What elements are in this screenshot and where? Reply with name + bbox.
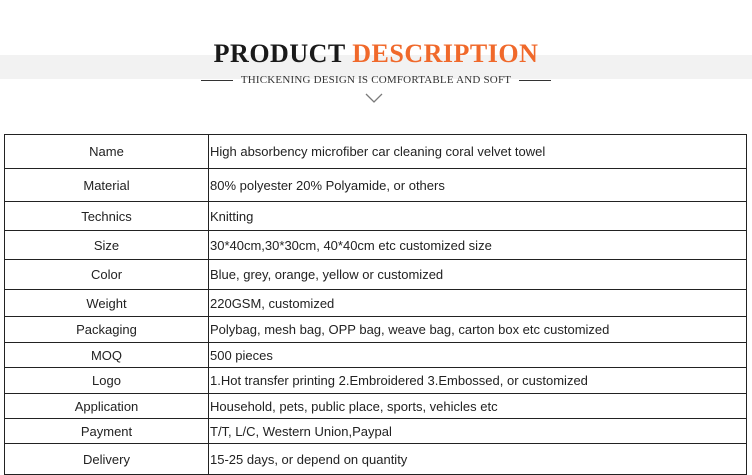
table-row — [5, 394, 747, 419]
spec-value: High absorbency microfiber car cleaning coral velvet towel — [209, 135, 747, 169]
spec-label: Payment — [5, 419, 209, 444]
spec-value: 80% polyester 20% Polyamide, or others — [209, 169, 747, 202]
subtitle-divider-left — [201, 80, 233, 81]
spec-label: Size — [5, 231, 209, 260]
table-row — [5, 290, 747, 317]
subtitle-row — [0, 72, 752, 88]
spec-label: Application — [5, 394, 209, 419]
table-row — [5, 419, 747, 444]
table-row — [5, 231, 747, 260]
table-row — [5, 135, 747, 169]
table-row — [5, 444, 747, 475]
table-row — [5, 368, 747, 394]
title-part-product: PRODUCT — [213, 39, 346, 68]
spec-label: Technics — [5, 202, 209, 231]
spec-value: 500 pieces — [209, 343, 747, 368]
table-row — [5, 202, 747, 231]
chevron-down-icon — [364, 92, 384, 104]
spec-label: Color — [5, 260, 209, 290]
page-title — [0, 38, 752, 70]
spec-label: Logo — [5, 368, 209, 394]
spec-value: 15-25 days, or depend on quantity — [209, 444, 747, 475]
spec-label: Weight — [5, 290, 209, 317]
spec-value: Blue, grey, orange, yellow or customized — [209, 260, 747, 290]
spec-value: Polybag, mesh bag, OPP bag, weave bag, carton box etc customized — [209, 317, 747, 343]
title-part-description: DESCRIPTION — [352, 39, 539, 68]
spec-label: Delivery — [5, 444, 209, 475]
table-row — [5, 260, 747, 290]
spec-label: Material — [5, 169, 209, 202]
spec-value: 1.Hot transfer printing 2.Embroidered 3.Embossed, or customized — [209, 368, 747, 394]
subtitle: THICKENING DESIGN IS COMFORTABLE AND SOFT — [240, 74, 512, 86]
spec-label: Name — [5, 135, 209, 169]
spec-label: Packaging — [5, 317, 209, 343]
spec-value: 220GSM, customized — [209, 290, 747, 317]
table-row — [5, 317, 747, 343]
spec-table — [4, 134, 747, 475]
table-row — [5, 343, 747, 368]
table-row — [5, 169, 747, 202]
subtitle-divider-right — [519, 80, 551, 81]
spec-value: Knitting — [209, 202, 747, 231]
spec-label: MOQ — [5, 343, 209, 368]
spec-value: 30*40cm,30*30cm, 40*40cm etc customized size — [209, 231, 747, 260]
spec-value: Household, pets, public place, sports, vehicles etc — [209, 394, 747, 419]
spec-value: T/T, L/C, Western Union,Paypal — [209, 419, 747, 444]
